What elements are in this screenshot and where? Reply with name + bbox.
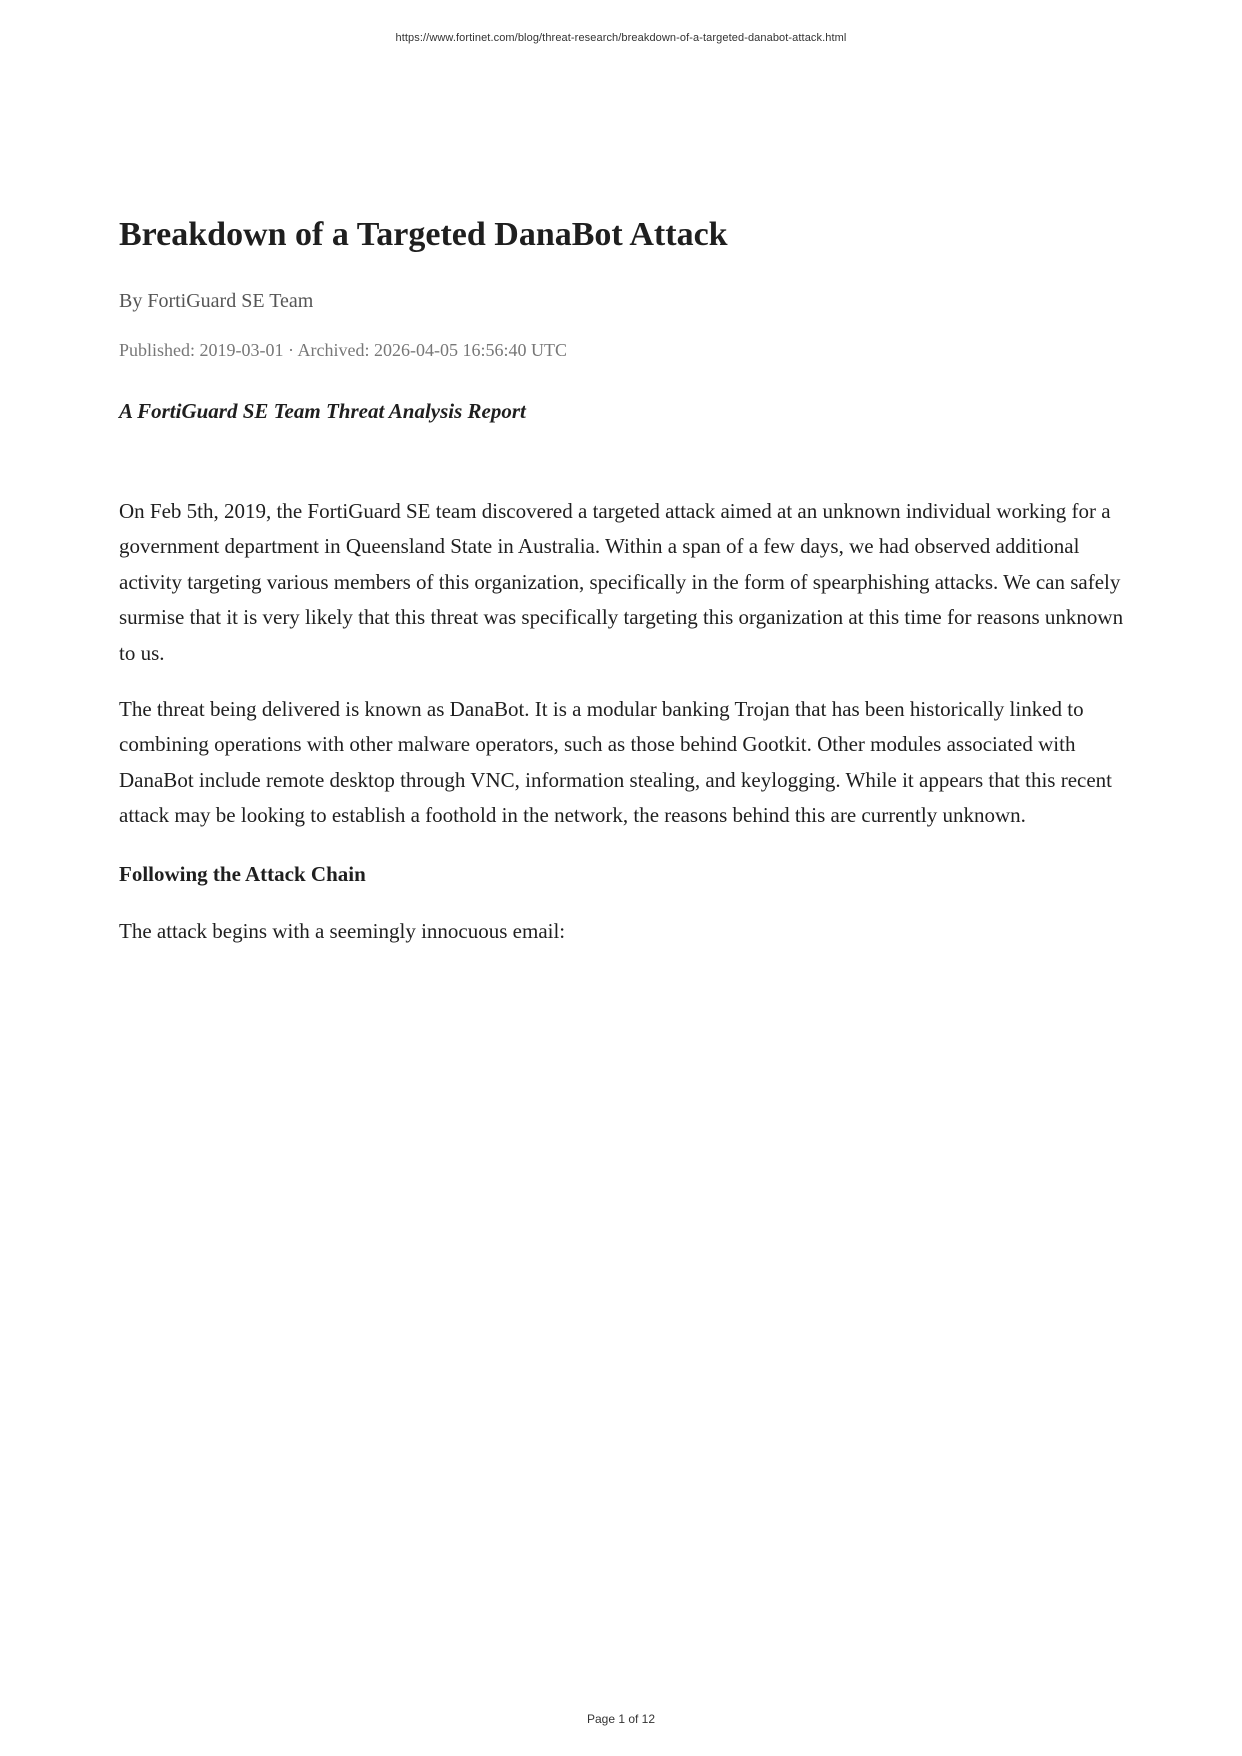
section-heading-attack-chain: Following the Attack Chain: [119, 861, 366, 886]
article: [119, 210, 1124, 943]
article-body: [119, 494, 1124, 970]
page-url: https://www.fortinet.com/blog/threat-research/breakdown-of-a-targeted-danabot-attack.html: [395, 32, 847, 44]
paragraph-threat: The threat being delivered is known as DanaBot. It is a modular banking Trojan that has been historically linked to combining operations with other malware operators, such as those behind Gootkit. Other modules associated with DanaBot include remote desktop through VNC, information stealing, and keylogging. While it appears that this recent attack may be looking to establish a foothold in the network, the reasons behind this are currently unknown.: [119, 697, 1112, 828]
page-number: Page 1 of 12: [586, 1712, 656, 1726]
article-byline: By FortiGuard SE Team: [119, 290, 314, 312]
paragraph-attack-begins: The attack begins with a seemingly innocuous email:: [119, 918, 566, 943]
article-title: Breakdown of a Targeted DanaBot Attack: [119, 216, 728, 253]
article-meta: Published: 2019-03-01 · Archived: 2026-04-05 16:56:40 UTC: [119, 340, 567, 360]
paragraph-intro: On Feb 5th, 2019, the FortiGuard SE team discovered a targeted attack aimed at an unknown individual working for a government department in Queensland State in Australia. Within a span of a few days, we had observed additional activity targeting various members of this organization, specifically in the form of spearphishing attacks. We can safely surmise that it is very likely that this threat was specifically targeting this organization at this time for reasons unknown to us.: [119, 499, 1124, 665]
article-subtitle: A FortiGuard SE Team Threat Analysis Report: [119, 399, 526, 423]
